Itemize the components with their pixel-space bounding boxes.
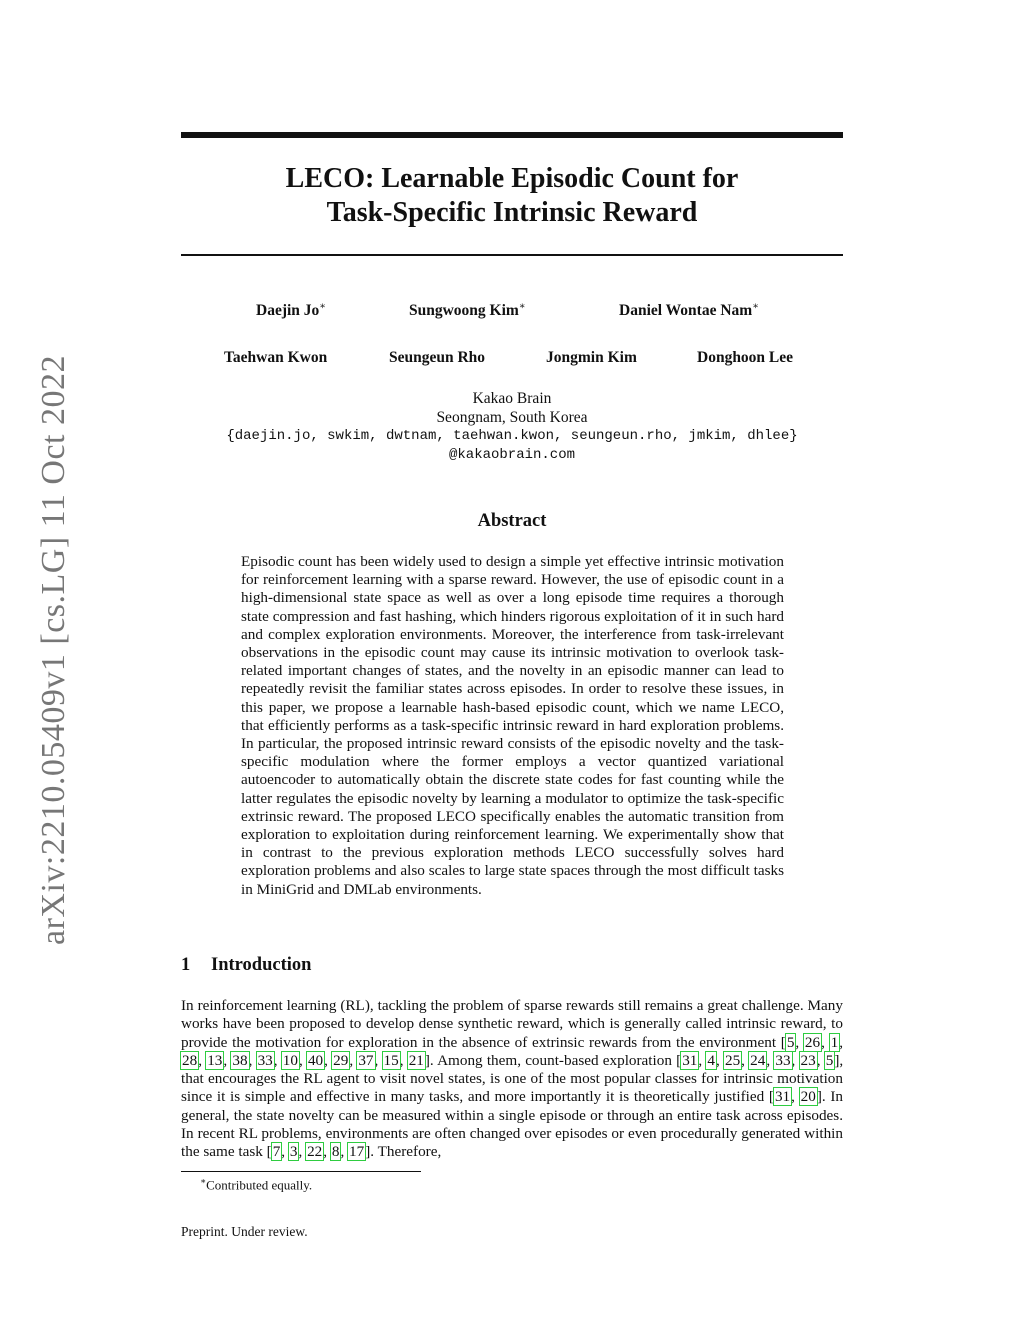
intro-text: ]. In general, the state novelty can be measured within a single episode or through an entire task across episodes. In recent RL problems, environments are often changed over episodes or even procedurally generated within the same task [ <box>181 1088 843 1161</box>
citation-link[interactable]: 17 <box>349 1143 365 1161</box>
citation-link[interactable]: 10 <box>282 1051 298 1069</box>
affiliation-location: Seongnam, South Korea <box>436 408 588 426</box>
title-line-1: LECO: Learnable Episodic Count for <box>285 163 739 194</box>
citation-link[interactable]: 4 <box>707 1051 715 1069</box>
section-number: 1 <box>181 955 191 975</box>
citation-link[interactable]: 7 <box>272 1143 281 1161</box>
citation-link[interactable]: 31 <box>682 1051 698 1069</box>
citation-link[interactable]: 1 <box>830 1033 839 1051</box>
section-heading <box>181 955 311 976</box>
footnote-rule <box>181 1171 421 1172</box>
abstract-text: Episodic count has been widely used to design a simple yet effective intrinsic motivation for reinforcement learning with a sparse reward. However, the use of episodic count in a high-dimensional state space as well as over a long episode time requires a thorough state compression and fast hashing, which hinders rigorous exploitation of it in such hard and complex exploration environments. Moreover, the interference from task-irrelevant observations in the episodic count may cause its intrinsic motivation to overlook task-related important changes of states, and the novelty in an episodic manner can lead to repeatedly revisit the familiar states across episodes. In order to resolve these issues, in this paper, we propose a learnable hash-based episodic count, which we name LECO, that efficiently performs as a task-specific intrinsic reward in hard exploration problems. In particular, the proposed intrinsic reward consists of the episodic novelty and the task-specific modulation where the former employs a vector quantized variational autoencoder to automatically obtain the discrete state codes for fast counting while the latter regulates the episodic novelty by learning a modulator to optimize the task-specific extrinsic reward. The proposed LECO specifically enables the automatic transition from exploration to exploitation during reinforcement learning. We experimentally show that in contrast to the previous exploration methods LECO successfully solves hard exploration problems and also scales to large state spaces through the most difficult tasks in MiniGrid and DMLab environments. <box>241 553 784 898</box>
author-name: Daniel Wontae Nam <box>619 302 753 320</box>
introduction-paragraph <box>181 997 843 1162</box>
citation-link[interactable]: 8 <box>331 1143 340 1161</box>
author-3 <box>619 301 759 320</box>
intro-text: ]. Among them, count-based exploration [ <box>424 1051 682 1069</box>
citation-link[interactable]: 25 <box>724 1051 741 1069</box>
author-5 <box>389 349 485 367</box>
citation-link[interactable]: 13 <box>207 1051 223 1069</box>
footnote <box>200 1176 312 1193</box>
paper-title <box>181 162 843 230</box>
author-mark: ∗ <box>752 301 759 312</box>
citation-link[interactable]: 15 <box>383 1051 399 1069</box>
citation-link[interactable]: 29 <box>333 1051 349 1069</box>
citation-link[interactable]: 22 <box>307 1143 323 1161</box>
intro-text: In reinforcement learning (RL), tackling the problem of sparse rewards still remains a great challenge. Many works have been proposed to develop dense synthetic reward, which is generally called intrinsic reward, to provide the motivation for exploration in the absence of extrinsic rewards from the environment [ <box>181 997 843 1051</box>
emails-line-2: @kakaobrain.com <box>448 446 576 463</box>
affiliation-block <box>181 390 843 464</box>
citation-link[interactable]: 23 <box>800 1051 816 1069</box>
citation-group-4: 7, 3, 22, 8, 17 <box>272 1143 365 1161</box>
title-line-2: Task-Specific Intrinsic Reward <box>326 197 698 228</box>
citation-link[interactable]: 37 <box>358 1051 374 1069</box>
citation-link[interactable]: 38 <box>232 1051 248 1069</box>
citation-link[interactable]: 26 <box>804 1033 821 1051</box>
citation-link[interactable]: 5 <box>825 1051 834 1069</box>
author-6 <box>546 349 637 367</box>
citation-link[interactable]: 3 <box>289 1143 298 1161</box>
citation-link[interactable]: 28 <box>182 1051 198 1069</box>
emails-line-1: {daejin.jo, swkim, dwtnam, taehwan.kwon, seungeun.rho, jmkim, dhlee} <box>226 428 798 444</box>
title-bottom-rule <box>181 254 843 256</box>
preprint-notice: Preprint. Under review. <box>181 1224 308 1239</box>
citation-group-3: 31, 20 <box>774 1088 816 1106</box>
citation-link[interactable]: 5 <box>786 1033 795 1051</box>
affiliation-org: Kakao Brain <box>472 390 552 407</box>
author-name: Jongmin Kim <box>546 349 637 366</box>
citation-link[interactable]: 21 <box>408 1051 424 1069</box>
author-mark: ∗ <box>518 301 526 312</box>
citation-link[interactable]: 24 <box>750 1051 766 1069</box>
author-1 <box>256 301 326 320</box>
citation-link[interactable]: 33 <box>775 1051 791 1069</box>
arxiv-stamp: arXiv:2210.05409v1 [cs.LG] 11 Oct 2022 <box>35 355 72 945</box>
section-title: Introduction <box>211 955 312 975</box>
citation-group-2: 31, 4, 25, 24, 33, 23, 5 <box>682 1051 834 1069</box>
author-name: Sungwoong Kim <box>409 302 519 320</box>
footnote-text: Contributed equally. <box>206 1177 313 1193</box>
author-name: Seungeun Rho <box>389 349 486 366</box>
author-name: Daejin Jo <box>256 302 320 320</box>
title-top-rule <box>181 132 843 138</box>
author-7 <box>697 349 793 367</box>
intro-text: ], that encourages the RL agent to visit novel states, is one of the most popular classes for intrinsic motivation since it is simple and effective in many tasks, and more importantly it is theoretically justified [ <box>181 1051 844 1106</box>
author-mark: ∗ <box>319 301 327 312</box>
author-4 <box>224 349 327 367</box>
intro-text: ]. Therefore, <box>365 1143 442 1161</box>
abstract-heading: Abstract <box>477 511 547 531</box>
citation-link[interactable]: 31 <box>774 1088 791 1106</box>
author-name: Taehwan Kwon <box>224 349 328 366</box>
author-2 <box>409 301 526 320</box>
author-name: Donghoon Lee <box>697 349 794 366</box>
citation-link[interactable]: 33 <box>257 1051 273 1069</box>
citation-link[interactable]: 40 <box>307 1051 324 1069</box>
citation-link[interactable]: 20 <box>800 1088 816 1106</box>
footnote-mark: ∗ <box>200 1176 207 1186</box>
citation-group-1: 5, 26, 1, 28, 13, 38, 33, 10, 40, 29, 37, 15, 21 <box>182 1033 843 1069</box>
